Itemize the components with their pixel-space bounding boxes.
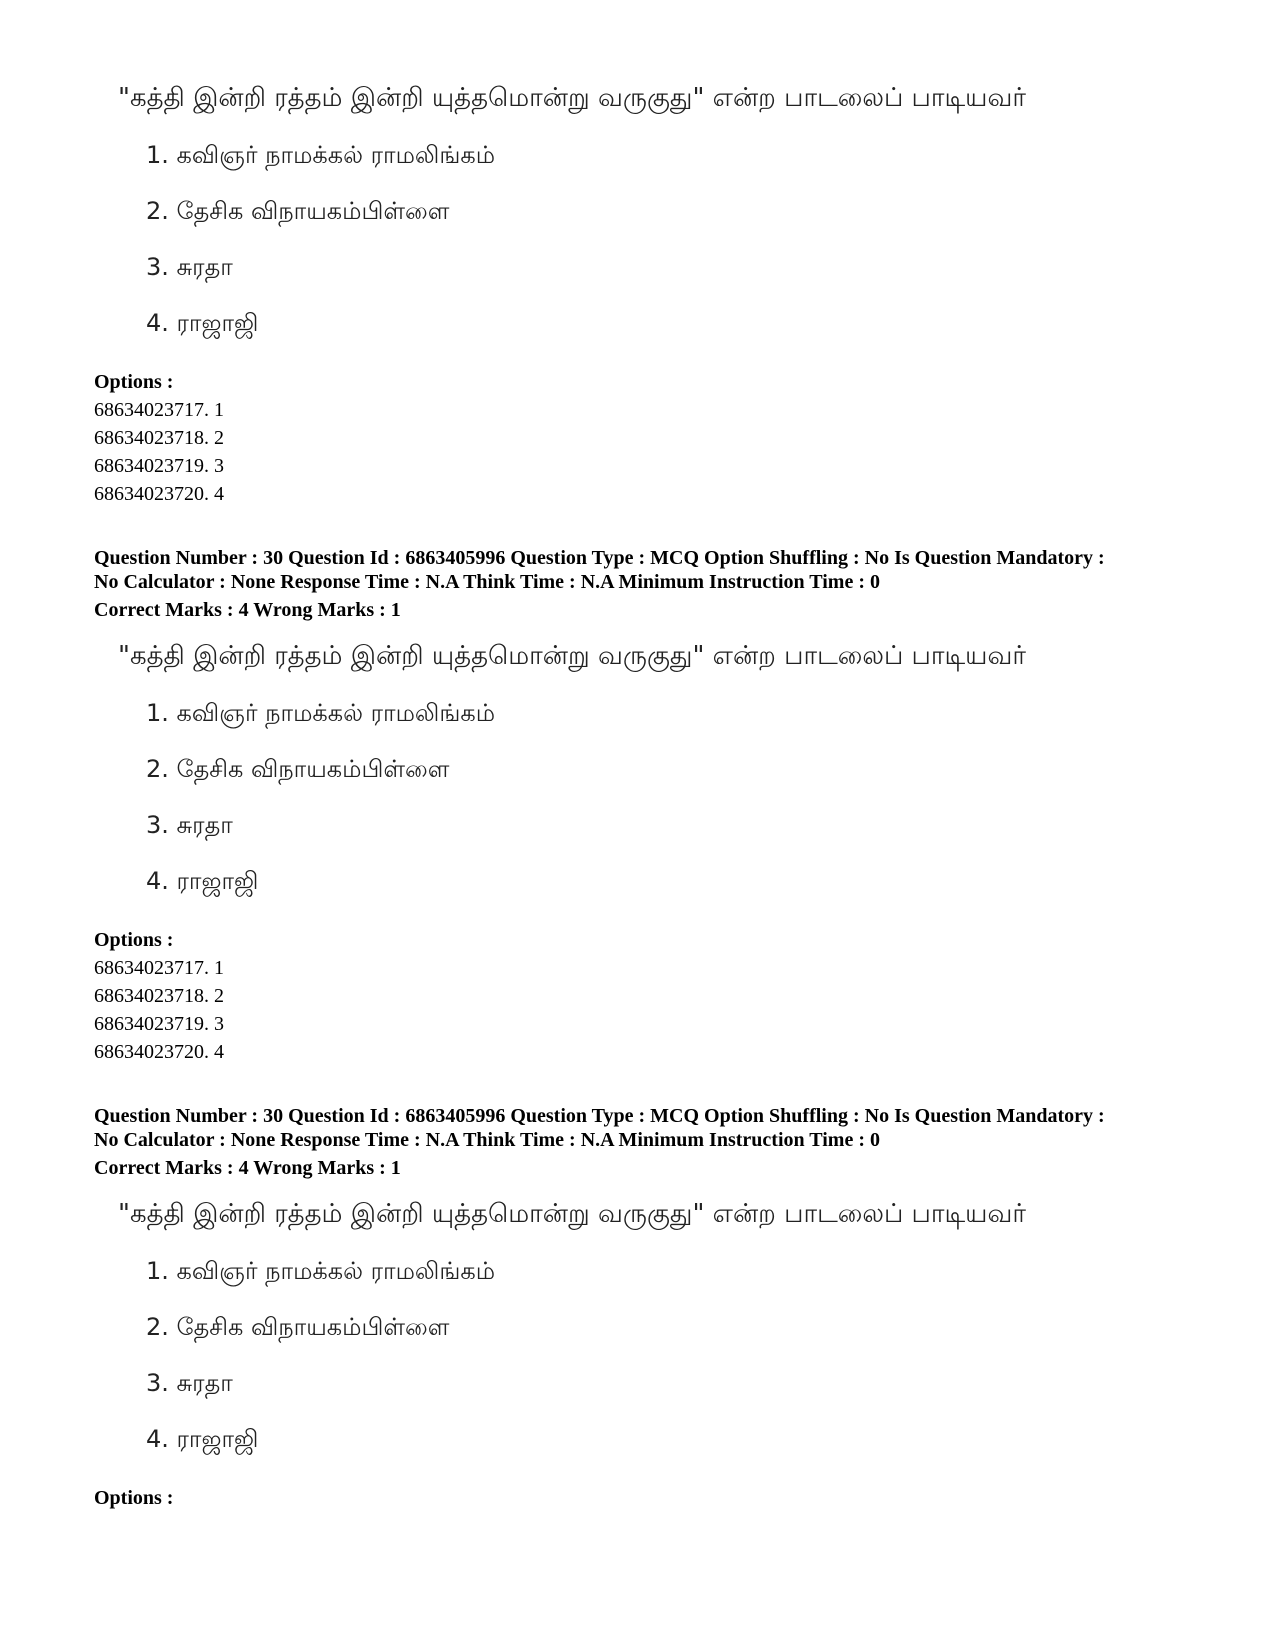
question-meta-line: Question Number : 30 Question Id : 6863405996 Question Type : MCQ Option Shuffling : No Is Question Mandatory : <box>94 547 1105 569</box>
question-text: "கத்தி இன்றி ரத்தம் இன்றி யுத்தமொன்று வருகுது" என்ற பாடலைப் பாடியவர் <box>118 641 1026 671</box>
option-id: 68634023720. 4 <box>94 1041 224 1063</box>
option-id: 68634023718. 2 <box>94 985 224 1007</box>
choice-4: 4. ராஜாஜி <box>146 1425 259 1453</box>
choice-3: 3. சுரதா <box>146 1369 233 1397</box>
question-text: "கத்தி இன்றி ரத்தம் இன்றி யுத்தமொன்று வருகுது" என்ற பாடலைப் பாடியவர் <box>118 83 1026 113</box>
question-meta <box>94 546 1194 594</box>
choice-3: 3. சுரதா <box>146 811 233 839</box>
option-id: 68634023720. 4 <box>94 483 224 505</box>
question-meta-line: No Calculator : None Response Time : N.A Think Time : N.A Minimum Instruction Time : 0 <box>94 571 880 593</box>
choice-2: 2. தேசிக விநாயகம்பிள்ளை <box>146 1313 450 1341</box>
question-meta-line: No Calculator : None Response Time : N.A Think Time : N.A Minimum Instruction Time : 0 <box>94 1129 880 1151</box>
choice-2: 2. தேசிக விநாயகம்பிள்ளை <box>146 755 450 783</box>
marks-line: Correct Marks : 4 Wrong Marks : 1 <box>94 599 401 621</box>
marks-line: Correct Marks : 4 Wrong Marks : 1 <box>94 1157 401 1179</box>
option-id: 68634023719. 3 <box>94 455 224 477</box>
question-meta <box>94 1104 1194 1152</box>
choice-1: 1. கவிஞர் நாமக்கல் ராமலிங்கம் <box>146 141 496 169</box>
question-text: "கத்தி இன்றி ரத்தம் இன்றி யுத்தமொன்று வருகுது" என்ற பாடலைப் பாடியவர் <box>118 1199 1026 1229</box>
choice-1: 1. கவிஞர் நாமக்கல் ராமலிங்கம் <box>146 699 496 727</box>
choice-3: 3. சுரதா <box>146 253 233 281</box>
options-label: Options : <box>94 371 174 393</box>
options-label: Options : <box>94 929 174 951</box>
choice-2: 2. தேசிக விநாயகம்பிள்ளை <box>146 197 450 225</box>
options-label: Options : <box>94 1487 174 1509</box>
option-id: 68634023719. 3 <box>94 1013 224 1035</box>
choice-1: 1. கவிஞர் நாமக்கல் ராமலிங்கம் <box>146 1257 496 1285</box>
question-meta-line: Question Number : 30 Question Id : 6863405996 Question Type : MCQ Option Shuffling : No Is Question Mandatory : <box>94 1105 1105 1127</box>
option-id: 68634023718. 2 <box>94 427 224 449</box>
option-id: 68634023717. 1 <box>94 399 224 421</box>
choice-4: 4. ராஜாஜி <box>146 867 259 895</box>
option-id: 68634023717. 1 <box>94 957 224 979</box>
choice-4: 4. ராஜாஜி <box>146 309 259 337</box>
